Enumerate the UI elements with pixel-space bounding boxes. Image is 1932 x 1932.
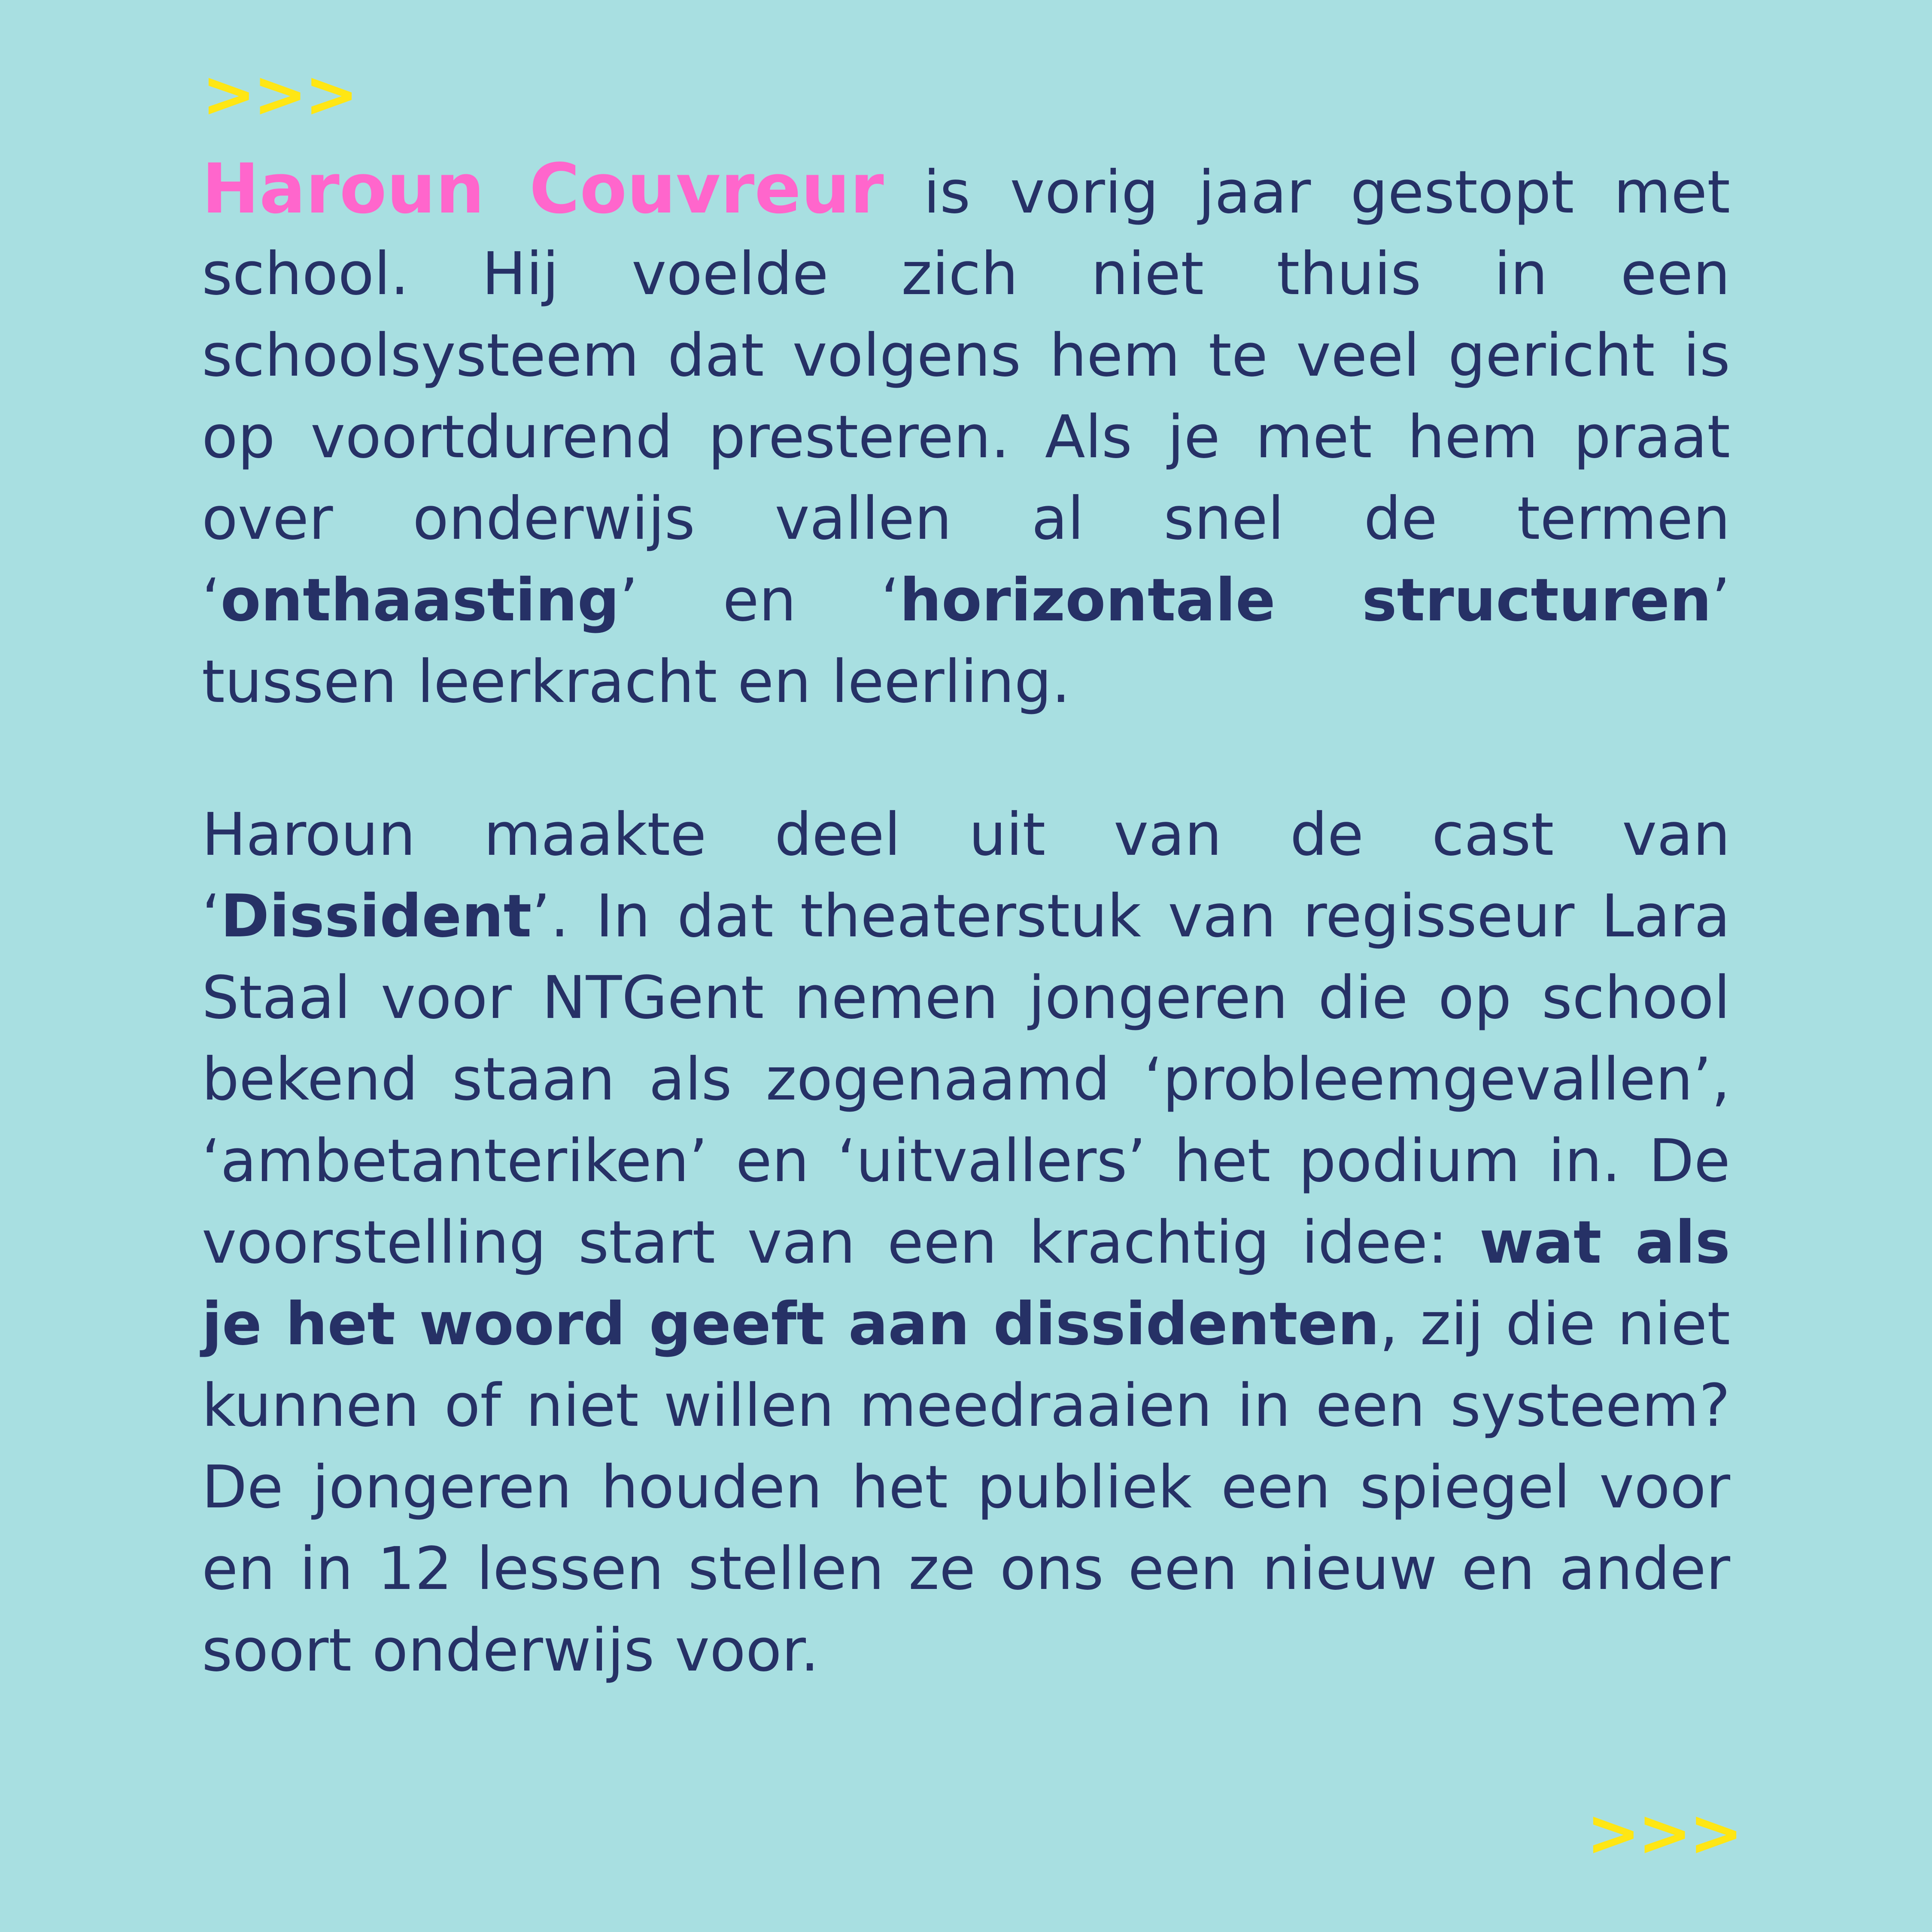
- paragraph-2-text-1: Haroun maakte deel uit van de cast van ‘: [202, 801, 1730, 951]
- paragraph-1-text-2: ’ en ‘: [619, 566, 900, 635]
- play-title: Dissident: [220, 882, 532, 951]
- bottom-chevrons-icon: >>>: [1586, 1796, 1741, 1871]
- term-horizontale-structuren: horizontale structuren: [899, 566, 1712, 635]
- intro-paragraph: [202, 148, 1730, 723]
- dissident-paragraph: [202, 794, 1730, 1692]
- term-onthaasting: onthaasting: [220, 566, 620, 635]
- paragraph-1-text-3: ’ tussen leerkracht en leerling.: [202, 566, 1731, 716]
- person-name: Haroun Couvreur: [202, 149, 884, 229]
- paragraph-2-text-3: , zij die niet kunnen of niet willen meedraaien in een systeem? De jongeren houden het publiek een spiegel voor en in 12 lessen stellen ze ons een nieuw en ander soort onderwijs voor.: [202, 1290, 1730, 1685]
- paragraph-2-text-2: ’. In dat theaterstuk van regisseur Lara Staal voor NTGent nemen jongeren die op school bekend staan als zogenaamd ‘probleemgevallen’, ‘ambetanteriken’ en ‘uitvallers’ het podium in. De voorstelling start van een krachtig idee:: [202, 882, 1730, 1277]
- paragraph-1-text-1: is vorig jaar gestopt met school. Hij voelde zich niet thuis in een schoolsysteem dat volgens hem te veel gericht is op voortdurend presteren. Als je met hem praat over onderwijs vallen al snel de termen ‘: [202, 158, 1730, 635]
- key-question: wat als je het woord geeft aan dissidenten: [202, 1209, 1730, 1358]
- top-chevrons-icon: >>>: [202, 57, 356, 132]
